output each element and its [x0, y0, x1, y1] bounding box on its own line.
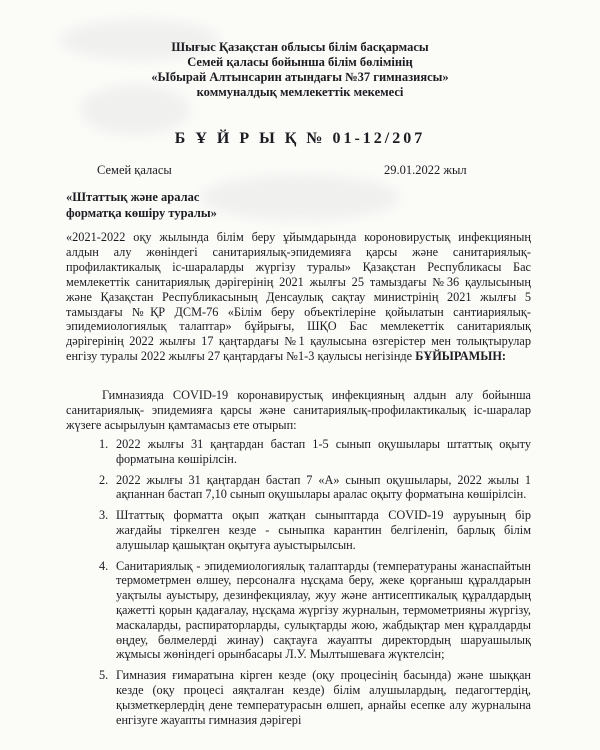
scan-smudge [200, 175, 400, 220]
order-title: Б Ұ Й Р Ы Қ № 01-12/207 [174, 130, 426, 147]
institution-header [0, 40, 600, 100]
item-number: 1. [99, 437, 109, 451]
item-text: Штаттық форматта оқып жатқан сыныптарда COVID-19 ауруының бір жағдайы тіркелген кезде - сыныпка карантин белгіленіп, барлық білім алушылар қашықтан оқытуға ауыстырылсын. [116, 508, 531, 552]
preamble-text: «2021-2022 оқу жылында білім беру ұйымдарында короновирустық инфекцияның алдын алу жөніндегі санитариялық-эпидемияға қарсы және санитариялық-профилактикалық іс-шараларды жүргізу туралы» Қазақстан Республикасы Бас мемлекеттік санитариялық дәрігерінің 2021 жылғы 25 тамыздағы №36 қаулысының және Қазақстан Республикасының Денсаулық сақтау министрінің 2021 жылғы 5 тамыздағы №ҚР ДСМ-76 «Білім беру объектілеріне қойылатын сантиариялық-эпидемиологиялық талаптар» бұйрығы, ШҚО Бас мемлекеттік санитариялық дәрігерінің 2022 жылғы 17 қаңтардағы №1 қаулысына өзгерістер мен толықтырулар енгізу туралы 2022 жылғы 27 қаңтардағы №1-3 қаулысы негізінде [66, 230, 531, 364]
header-line: Семей қаласы бойынша білім бөлімінің [187, 55, 413, 69]
subject-line: «Штаттық және аралас [66, 190, 200, 204]
order-items-list [66, 437, 531, 733]
subject-line: форматқа көшіру туралы» [66, 206, 217, 220]
list-item [66, 437, 531, 467]
list-item [66, 668, 531, 727]
item-number: 3. [99, 508, 109, 523]
order-keyword: БҰЙЫРАМЫН: [415, 349, 507, 364]
item-number: 4. [99, 558, 109, 573]
list-item [66, 508, 531, 552]
header-line: коммуналдық мемлекеттік мекемесі [196, 85, 404, 99]
order-date: 29.01.2022 жыл [384, 163, 467, 177]
preamble-paragraph [66, 230, 531, 364]
item-text: Гимназия ғимаратына кірген кезде (оқу процесінің басында) және шыққан кезде (оқу процесі аяқталған кезде) білім алушылардың, педагогтердің, қызметкерлердің дене температурасын өлшеп, арнайы есепке алу журналына енгізуге жауапты гимназия дәрігері [116, 668, 531, 727]
city-label: Семей қаласы [97, 163, 172, 177]
header-line: «Ыбырай Алтынсарин атындағы №37 гимназиясы» [151, 70, 449, 84]
intro-paragraph: Гимназияда COVID-19 коронавирустық инфекцияның алдын алу бойынша санитариялық- эпидемияға қарсы және санитариялық-профилактикалық іс-шаралар жүзеге асырылуын қамтамасыз ете отырып: [66, 388, 531, 432]
list-item [66, 559, 531, 663]
item-text: 2022 жылғы 31 қаңтардан бастап 1-5 сынып оқушылары штаттық оқыту форматына көшірілсін. [116, 437, 531, 466]
header-line: Шығыс Қазақстан облысы білім басқармасы [171, 40, 429, 54]
order-subject [66, 189, 217, 221]
list-item [66, 473, 531, 503]
item-text: 2022 жылғы 31 қаңтардан бастап 7 «А» сынып оқушылары, 2022 жылы 1 ақпаннан бастап 7,10 сынып оқушылары аралас оқыту форматына көшірілсін. [116, 472, 531, 502]
item-text: Санитариялық - эпидемиологиялық талаптарды (температураны жанаспайтын термометрмен өлшеу, персоналға нұсқама беру, жеке қорғаныш құралдарын уақтылы ауыстыру, дезинфекциялау, жуу және антисептикалық құралдардың қажетті қорын қадағалау, нұсқама жүргізу журналын, термометрияны жүргізу, маскаларды, распираторларды, сулықтарды жою, жабдықтар мен құралдарды өңдеу, бөлмелерді жинау) сақтауға жауапты директордың шаруашылық жұмысы жөніндегі орынбасары Л.У. Мылтышеваға жүктелсін; [116, 558, 531, 662]
item-number: 5. [99, 668, 109, 683]
item-number: 2. [99, 472, 109, 487]
